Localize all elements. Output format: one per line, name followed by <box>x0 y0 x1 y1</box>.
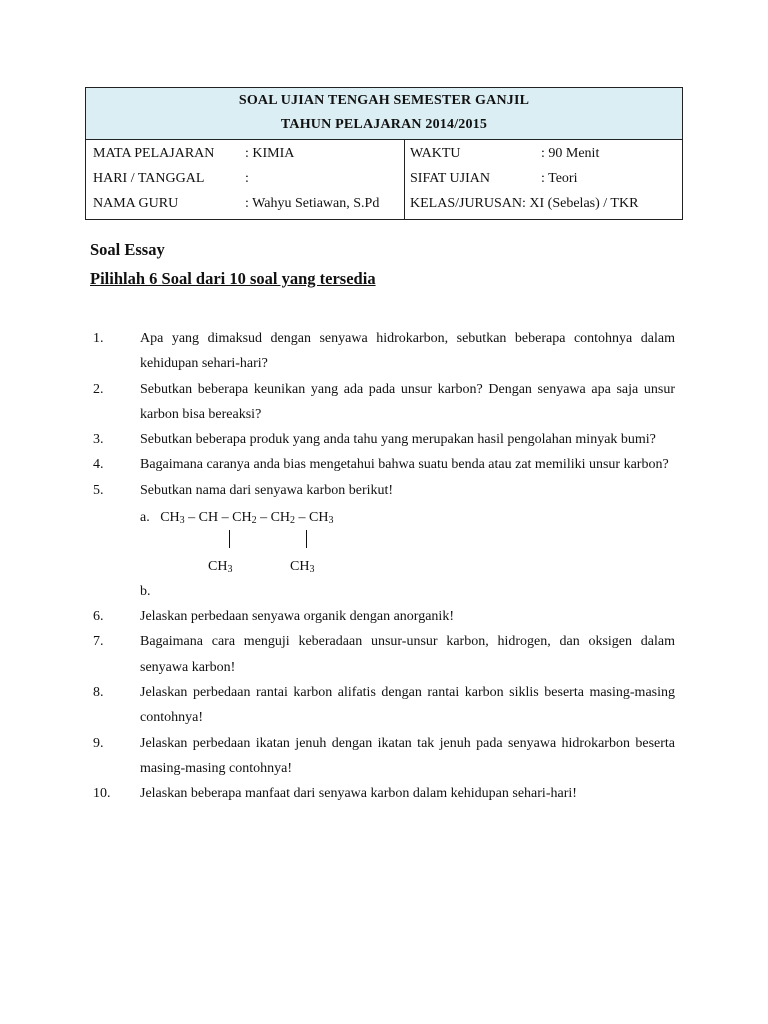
teacher-label: NAMA GURU <box>93 195 179 211</box>
structural-formula-a <box>140 503 675 579</box>
branch-methyl-2 <box>290 554 314 582</box>
subject-label: MATA PELAJARAN <box>93 145 215 161</box>
date-label: HARI / TANGGAL <box>93 170 205 186</box>
chain-part: – CH <box>295 510 329 526</box>
teacher-value: : Wahyu Setiawan, S.Pd <box>245 195 380 211</box>
academic-year: TAHUN PELAJARAN 2014/2015 <box>86 113 682 140</box>
question-number: 4. <box>93 457 104 473</box>
question-number: 1. <box>93 331 104 346</box>
info-row-class <box>410 191 682 216</box>
question-item-2 <box>93 377 675 428</box>
time-label: WAKTU <box>410 145 461 161</box>
exam-header-table <box>85 87 683 220</box>
info-row-date <box>93 166 404 191</box>
branch-subscript: 3 <box>227 564 233 576</box>
question-number: 8. <box>93 684 104 700</box>
question-number: 7. <box>93 634 104 650</box>
exam-info-left <box>86 140 405 219</box>
question-text: Jelaskan perbedaan rantai karbon alifatis dengan rantai karbon siklis beserta masing-masing contohnya! <box>140 684 675 726</box>
chain-subscript: 3 <box>179 515 185 527</box>
chain-part: – CH <box>256 510 291 526</box>
branch-text: CH <box>290 559 310 575</box>
question-text: Bagaimana caranya anda bias mengetahui bahwa suatu benda atau zat memiliki unsur karbon? <box>140 457 669 473</box>
info-row-exam-type <box>410 166 682 191</box>
info-row-subject <box>93 141 404 166</box>
section-title: Soal Essay <box>90 240 165 259</box>
question-text: Jelaskan perbedaan ikatan jenuh dengan ikatan tak jenuh pada senyawa hidrokarbon beserta masing-masing contohnya! <box>140 735 675 776</box>
branch-subscript: 3 <box>309 564 315 576</box>
class-value: : XI (Sebelas) / TKR <box>522 195 639 211</box>
chain-subscript: 3 <box>328 515 334 527</box>
exam-type-label: SIFAT UJIAN <box>410 170 490 186</box>
formula-main-chain <box>140 505 333 533</box>
question-item-4 <box>93 452 675 477</box>
question-number: 5. <box>93 482 104 498</box>
exam-title: SOAL UJIAN TENGAH SEMESTER GANJIL <box>238 93 530 108</box>
question-item-10 <box>93 781 675 806</box>
chain-subscript: 2 <box>251 515 257 527</box>
bond-line-2 <box>306 530 307 548</box>
instruction-heading: Pilihlah 6 Soal dari 10 soal yang tersedia <box>90 269 376 288</box>
question-item-3 <box>93 427 675 452</box>
branch-text: CH <box>208 559 228 575</box>
question-item-8 <box>93 680 675 731</box>
chain-part: CH <box>160 510 180 526</box>
question-text: Jelaskan beberapa manfaat dari senyawa karbon dalam kehidupan sehari-hari! <box>140 786 577 802</box>
question-text: Sebutkan nama dari senyawa karbon berikut! <box>140 482 394 498</box>
subitem-label-a: a. <box>140 510 150 526</box>
question-text: Sebutkan beberapa produk yang anda tahu yang merupakan hasil pengolahan minyak bumi? <box>140 432 656 448</box>
question-text: Bagaimana cara menguji keberadaan unsur-unsur karbon, hidrogen, dan oksigen dalam senyawa karbon! <box>140 634 675 675</box>
question-item-9 <box>93 731 675 782</box>
question-item-6 <box>93 604 675 629</box>
chain-subscript: 2 <box>290 515 296 527</box>
question-item-5 <box>93 478 675 503</box>
exam-info-right <box>405 140 682 219</box>
question-number: 3. <box>93 432 104 448</box>
branch-methyl-1 <box>208 554 232 582</box>
time-value: : 90 Menit <box>541 145 600 161</box>
question-number: 10. <box>93 786 111 802</box>
question-text: Sebutkan beberapa keunikan yang ada pada unsur karbon? Dengan senyawa apa saja unsur karbon bisa bereaksi? <box>140 381 675 422</box>
question-number: 9. <box>93 735 104 751</box>
question-item-7 <box>93 629 675 680</box>
class-label: KELAS/JURUSAN <box>410 195 523 211</box>
question-text: Apa yang dimaksud dengan senyawa hidrokarbon, sebutkan beberapa contohnya dalam kehidupan sehari-hari? <box>140 331 675 372</box>
chain-part: – CH – CH <box>184 510 252 526</box>
question-text: Jelaskan perbedaan senyawa organik dengan anorganik! <box>140 609 454 625</box>
subitem-label-b: b. <box>140 584 151 600</box>
bond-line-1 <box>229 530 230 548</box>
date-value: : <box>245 170 249 186</box>
exam-type-value: : Teori <box>541 170 578 186</box>
info-row-teacher <box>93 191 404 216</box>
subject-value: : KIMIA <box>245 145 295 161</box>
exam-info-grid <box>86 140 682 219</box>
question-item-1 <box>93 326 675 377</box>
info-row-time <box>410 141 682 166</box>
question-number: 2. <box>93 381 104 397</box>
question-number: 6. <box>93 609 104 625</box>
question-list <box>93 326 675 806</box>
